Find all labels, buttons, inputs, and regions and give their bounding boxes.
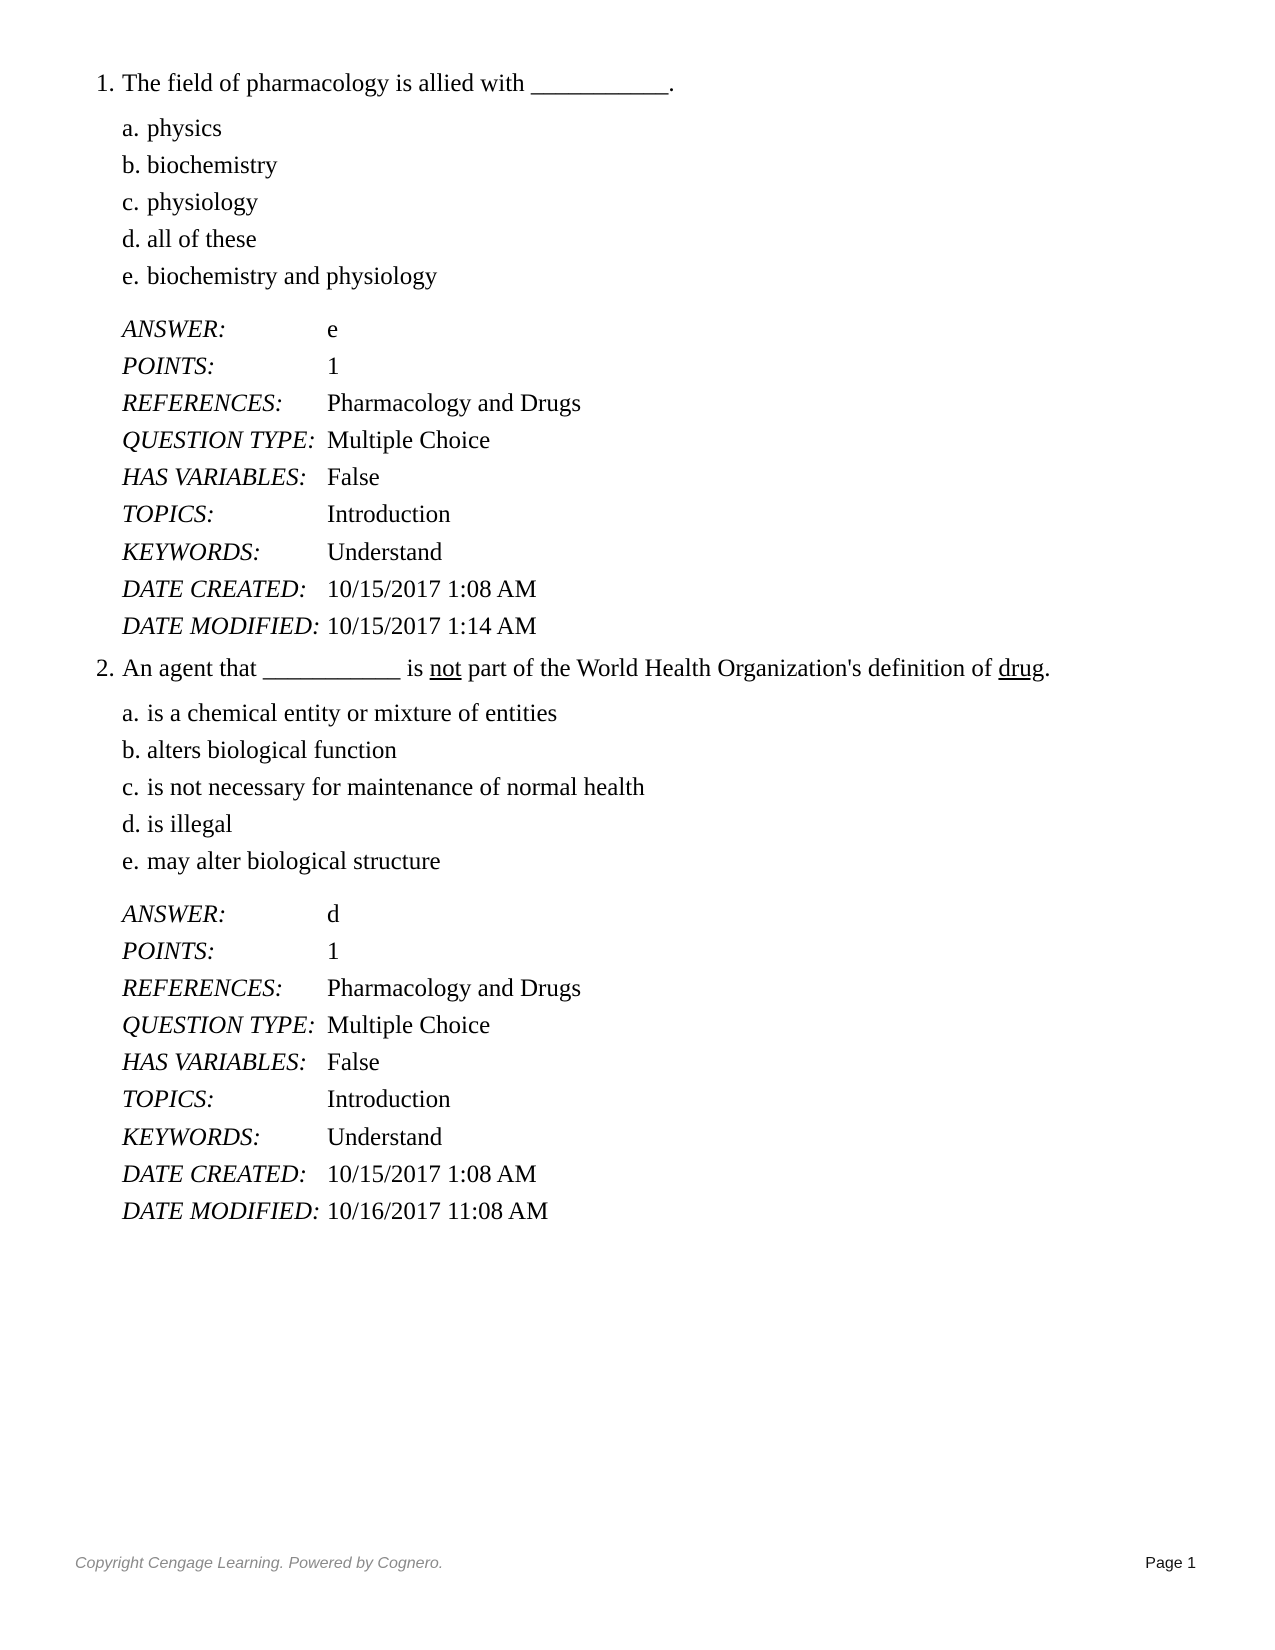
- option-text: biochemistry: [147, 151, 278, 179]
- meta-value: False: [327, 464, 380, 492]
- meta-row-references: [122, 970, 581, 1007]
- meta-key: KEYWORDS:: [122, 1123, 261, 1151]
- option-c: [122, 769, 1196, 806]
- option-text: may alter biological structure: [147, 848, 441, 876]
- option-c: [122, 184, 1196, 221]
- meta-key: POINTS:: [122, 352, 216, 380]
- meta-row-date-created: [122, 1156, 581, 1193]
- option-letter: e.: [122, 263, 140, 291]
- meta-row-date-created: [122, 571, 581, 608]
- meta-key: REFERENCES:: [122, 389, 284, 417]
- meta-value: Multiple Choice: [327, 427, 491, 455]
- stem-emphasis-drug: drug: [998, 655, 1045, 682]
- option-letter: b.: [122, 151, 141, 179]
- option-letter: a.: [122, 114, 140, 142]
- stem-part: part of the World Health Organization's definition of: [461, 655, 999, 682]
- meta-key: POINTS:: [122, 937, 216, 965]
- option-b: [122, 732, 1196, 769]
- footer-copyright: Copyright Cengage Learning. Powered by Cognero.: [75, 1555, 444, 1572]
- option-e: [122, 259, 1196, 296]
- option-text: physics: [147, 114, 222, 142]
- meta-value: Understand: [327, 538, 443, 566]
- stem-part: An agent that ___________ is: [122, 655, 430, 682]
- meta-row-keywords: [122, 534, 581, 571]
- option-letter: a.: [122, 699, 140, 727]
- meta-value: e: [327, 315, 339, 343]
- option-e: [122, 844, 1196, 881]
- meta-value: 1: [327, 937, 340, 965]
- option-letter: c.: [122, 188, 140, 216]
- meta-value: Introduction: [327, 501, 451, 529]
- meta-row-has-variables: [122, 460, 581, 497]
- page-number: Page 1: [1145, 1555, 1196, 1572]
- option-letter: e.: [122, 848, 140, 876]
- meta-row-question-type: [122, 1008, 581, 1045]
- option-d: [122, 807, 1196, 844]
- meta-key: DATE CREATED:: [122, 1160, 307, 1188]
- meta-key: DATE MODIFIED:: [122, 1198, 321, 1226]
- meta-key: ANSWER:: [122, 900, 227, 928]
- meta-row-points: [122, 348, 581, 385]
- option-text: is illegal: [147, 811, 233, 839]
- meta-row-has-variables: [122, 1045, 581, 1082]
- meta-value: Pharmacology and Drugs: [327, 389, 582, 417]
- meta-row-question-type: [122, 423, 581, 460]
- meta-key: DATE CREATED:: [122, 575, 307, 603]
- meta-key: ANSWER:: [122, 315, 227, 343]
- meta-row-keywords: [122, 1119, 581, 1156]
- meta-key: REFERENCES:: [122, 974, 284, 1002]
- option-text: all of these: [147, 226, 257, 254]
- meta-value: 10/15/2017 1:14 AM: [327, 613, 537, 641]
- meta-value: Introduction: [327, 1086, 451, 1114]
- meta-row-answer: [122, 896, 581, 933]
- option-letter: c.: [122, 773, 140, 801]
- question-stem: [96, 70, 1196, 110]
- meta-row-topics: [122, 497, 581, 534]
- option-a: [122, 110, 1196, 147]
- question-text: [122, 655, 1051, 683]
- meta-value: Understand: [327, 1123, 443, 1151]
- meta-key: TOPICS:: [122, 1086, 215, 1114]
- question-metadata: [122, 896, 581, 1231]
- option-b: [122, 147, 1196, 184]
- option-letter: d.: [122, 811, 141, 839]
- meta-row-date-modified: [122, 1193, 581, 1230]
- option-text: is not necessary for maintenance of normal health: [147, 773, 645, 801]
- meta-value: d: [327, 900, 340, 928]
- answer-options: [122, 695, 1196, 881]
- stem-emphasis-not: not: [429, 655, 462, 682]
- option-text: physiology: [147, 188, 259, 216]
- question-number: 1.: [96, 70, 115, 97]
- option-letter: b.: [122, 736, 141, 764]
- question-stem: [96, 655, 1196, 695]
- option-text: alters biological function: [147, 736, 397, 764]
- question-1: [96, 70, 1196, 646]
- meta-key: QUESTION TYPE:: [122, 1012, 316, 1040]
- meta-row-answer: [122, 311, 581, 348]
- question-text: The field of pharmacology is allied with ___________.: [122, 70, 675, 97]
- meta-value: 10/15/2017 1:08 AM: [327, 1160, 537, 1188]
- meta-key: QUESTION TYPE:: [122, 427, 316, 455]
- meta-row-points: [122, 933, 581, 970]
- stem-part: .: [1044, 655, 1051, 682]
- meta-value: Pharmacology and Drugs: [327, 974, 582, 1002]
- meta-row-topics: [122, 1082, 581, 1119]
- meta-key: TOPICS:: [122, 501, 215, 529]
- question-number: 2.: [96, 655, 115, 682]
- answer-options: [122, 110, 1196, 296]
- meta-value: 1: [327, 352, 340, 380]
- meta-value: False: [327, 1049, 380, 1077]
- meta-key: HAS VARIABLES:: [122, 1049, 307, 1077]
- meta-value: 10/16/2017 11:08 AM: [327, 1198, 549, 1226]
- meta-value: Multiple Choice: [327, 1012, 491, 1040]
- option-text: biochemistry and physiology: [147, 263, 438, 291]
- meta-row-references: [122, 385, 581, 422]
- meta-value: 10/15/2017 1:08 AM: [327, 575, 537, 603]
- question-2: [96, 655, 1196, 1231]
- meta-key: KEYWORDS:: [122, 538, 261, 566]
- meta-key: DATE MODIFIED:: [122, 613, 321, 641]
- option-letter: d.: [122, 226, 141, 254]
- option-d: [122, 222, 1196, 259]
- option-a: [122, 695, 1196, 732]
- meta-key: HAS VARIABLES:: [122, 464, 307, 492]
- question-metadata: [122, 311, 581, 646]
- meta-row-date-modified: [122, 608, 581, 645]
- option-text: is a chemical entity or mixture of entities: [147, 699, 558, 727]
